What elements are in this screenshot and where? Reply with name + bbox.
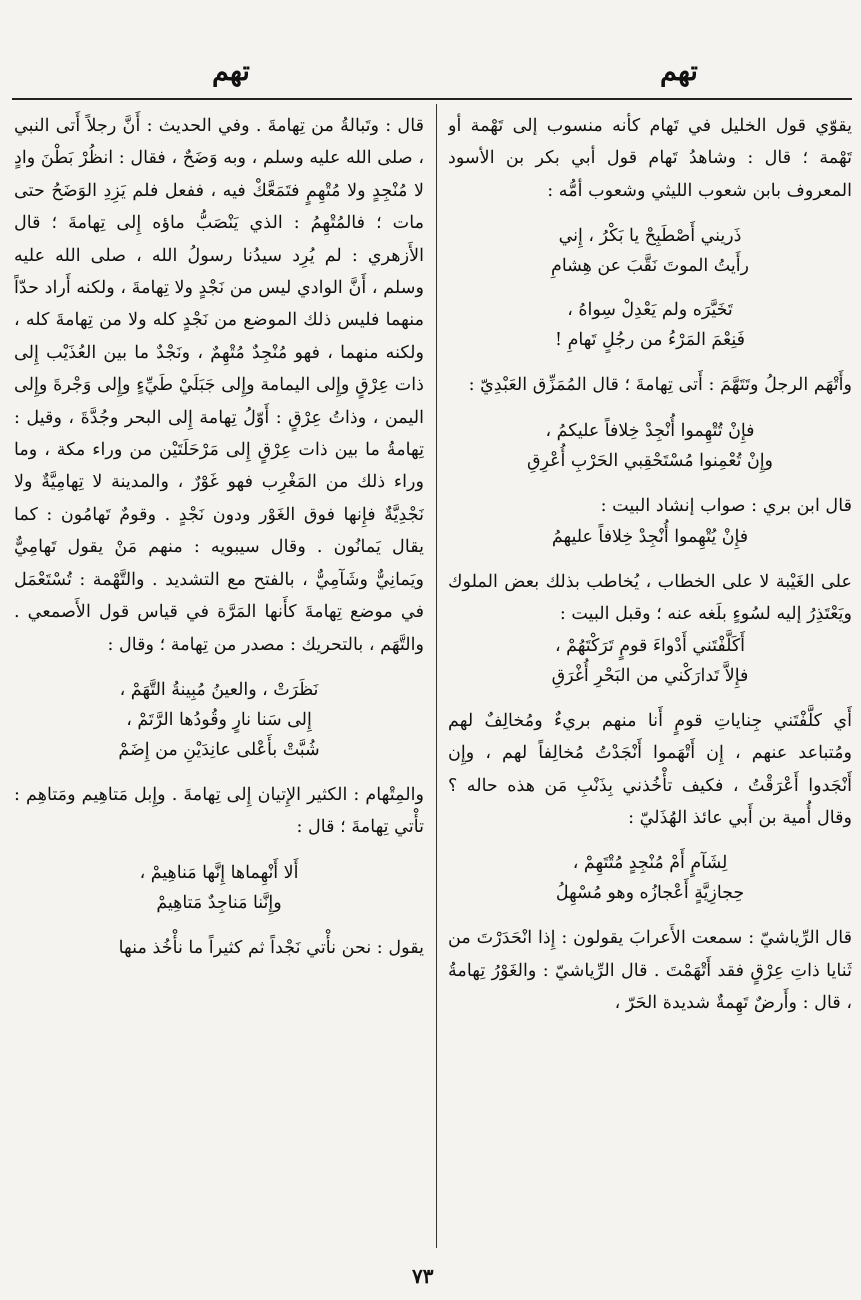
column-divider: [436, 104, 437, 1248]
verse-line: نَظَرَتْ ، والعينُ مُبِينةُ التَّهَمْ ،: [119, 679, 319, 700]
verse-line: إِلى سَنا نارٍ وقُودُها الرَّتَمْ ،: [126, 709, 312, 730]
paragraph: أَي كلَّفْتَني جِناياتِ قومٍ أَنا منهم بريءٌ ومُخالِفٌ لهم ومُتباعد عنهم ، إِن أَتْهَموا أَنْجَدْتُ مُخالِفاً لهم ، وإِن أَنْجَدوا أَعْرَقْتُ ، فكيف تأْخُذني بِذَنْبِ مَن هذه حاله ؟ وقال أُمية بن أَبي عائذ الهُذَليّ :: [448, 710, 852, 829]
page-number: ٧٣: [412, 1264, 434, 1288]
verse-line: حِجازِيَّةٍ أَعْجازُه وهو مُسْهِلُ: [555, 883, 745, 904]
paragraph: قال الرِّياشيّ : سمعت الأَعرابَ يقولون : إِذا انْحَدَرْتَ من ثَنايا ذاتِ عِرْقٍ فقد أَتْهَمْتَ . قال الرِّياشيّ : والغَوْرُ تِهامةُ ، قال : وأَرضٌ تَهِمةٌ شديدة الحَرّ ،: [448, 928, 852, 1014]
paragraph: والمِتْهام : الكثير الإِتيان إِلى تِهامةَ . وإِبل مَتاهِيم ومَتاهِم : تأْتي تِهامةَ ؛ قال :: [14, 784, 424, 838]
verse-line: أَكَلَّفْتَني أَدْواءَ قومٍ تَرَكْتَهُمْ ،: [555, 635, 745, 656]
paragraph: على الغَيْبة لا على الخطاب ، يُخاطب بذلك بعض الملوك ويَعْتَذِرُ إليه لسُوءٍ بلَغه عنه ؛ وقبل البيت :: [448, 572, 852, 625]
running-header-left: تهم: [212, 56, 250, 87]
verse-line: رأَيتُ الموتَ نَقَّبَ عن هِشامِ: [551, 256, 749, 277]
running-header-right: تهم: [660, 56, 698, 87]
verse-line: وإِنَّنا مَناجِدٌ مَتاهِيمْ: [156, 892, 282, 913]
paragraph: قال : وتَبالةُ من تِهامةَ . وفي الحديث : أَنَّ رجلاً أَتى النبي ، صلى الله عليه وسلم ، وبه وَضَحٌ ، فقال : انظُرْ بَطْنَ وادٍ لا مُنْجِدٍ ولا مُتْهِمٍ فتَمَعَّكْ فيه ، ففعل فلم يَزِدِ الوَضَحُ حتى مات ؛ فالمُتْهِمُ : الذي يَنْصَبُّ ماؤه إِلى تِهامةَ ؛ قال الأَزهري : لم يُرِد سيدُنا رسولُ الله ، صلى الله عليه وسلم ، أَنَّ الوادي ليس من نَجْدٍ ولا تِهامةَ ، ولكنه أَراد حدّاً منهما فليس ذلك الموضع من نَجْدٍ كله ولا من تِهامةَ كله ، ولكنه منهما ، فهو مُنْجِدٌ مُتْهِمٌ ، ونَجْدٌ ما بين العُذَيْب إِلى ذات عِرْقٍ وإِلى اليمامة وإِلى جَبَلَيْ طَيِّءٍ وإِلى وَجْرةَ وإِلى اليمن ، وذاتُ عِرْقٍ : أَوّلُ تِهامة إِلى البحر وجُدَّةَ ، وقيل : تِهامةُ ما بين ذات عِرْقٍ إِلى مَرْحَلَتَيْن من وراء مكة ، وما وراء ذلك من المَغْرِب فهو غَوْرٌ ، والمدينة لا تِهامِيَّةٌ ولا نَجْدِيَّةٌ فإِنها فوق الغَوْر ودون نَجْدٍ . وقومٌ تَهامُون : كما يقال يَمانُون . وقال سيبويه : منهم مَنْ يقول تَهامِيٌّ ويَمانِيٌّ وشَآمِيٌّ ، بالفتح مع التشديد . والتَّهْمة : تُسْتَعْمَل في موضع تِهامةَ كأَنها المَرَّة في قياس قول الأَصمعي . والتَّهَم ، بالتحريك : مصدر من تِهامة ؛ وقال :: [14, 116, 424, 655]
paragraph: وأَتْهَم الرجلُ وتَتَهَّمَ : أَتى تِهامةَ ؛ قال المُمَزِّق العَبْدِيّ :: [468, 375, 852, 396]
verse-line: شُبَّتْ بأَعْلى عانِدَيْنِ من إِضَمْ: [118, 739, 320, 760]
verse-line: فَنِعْمَ المَرْءُ من رجُلٍ تَهامِ !: [555, 330, 745, 351]
paragraph: يقول : نحن نأْتي نَجْداً ثم كثيراً ما نأْخُذ منها: [118, 937, 424, 958]
verse-line: لِشَآمٍ أَمْ مُنْجِدٍ مُتْتَهِمْ ،: [572, 853, 728, 874]
verse-line: ذَريني أَصْطَبِحْ يا بَكْرُ ، إِني: [558, 226, 742, 247]
verse-line: وإِنْ تُعْمِنوا مُسْتَحْقِبي الحَرْبِ أُعْرِقِ: [527, 450, 773, 471]
verse-line: أَلا أَنْهِماها إِنَّها مَناهِيمْ ،: [139, 862, 299, 883]
paragraph: قال ابن بري : صواب إنشاد البيت :: [600, 495, 852, 516]
right-column: [448, 110, 852, 1250]
verse-line: فإِنْ يُتْهِموا أُنْجِدْ خِلافاً عليهمُ: [551, 527, 749, 548]
paragraph: يقوّي قول الخليل في تَهام كأنه منسوب إلى تَهْمة أو تَهْمة ؛ قال : وشاهدُ تَهام قول أبي بكر بن الأسود المعروف بابن شعوب الليثي وشعوب أمُّه :: [448, 116, 852, 201]
verse-line: فإِلاَّ تَدارَكْني من البَحْرِ أُغْرَقِ: [551, 665, 749, 686]
verse-line: تَخَيَّرَه ولم يَعْدِلْ سِواهُ ،: [567, 300, 733, 321]
header-rule: [12, 98, 852, 100]
verse-line: فإِنْ تُتْهِموا أُنْجِدْ خِلافاً عليكمُ ،: [545, 420, 755, 441]
left-column: [14, 110, 424, 1250]
